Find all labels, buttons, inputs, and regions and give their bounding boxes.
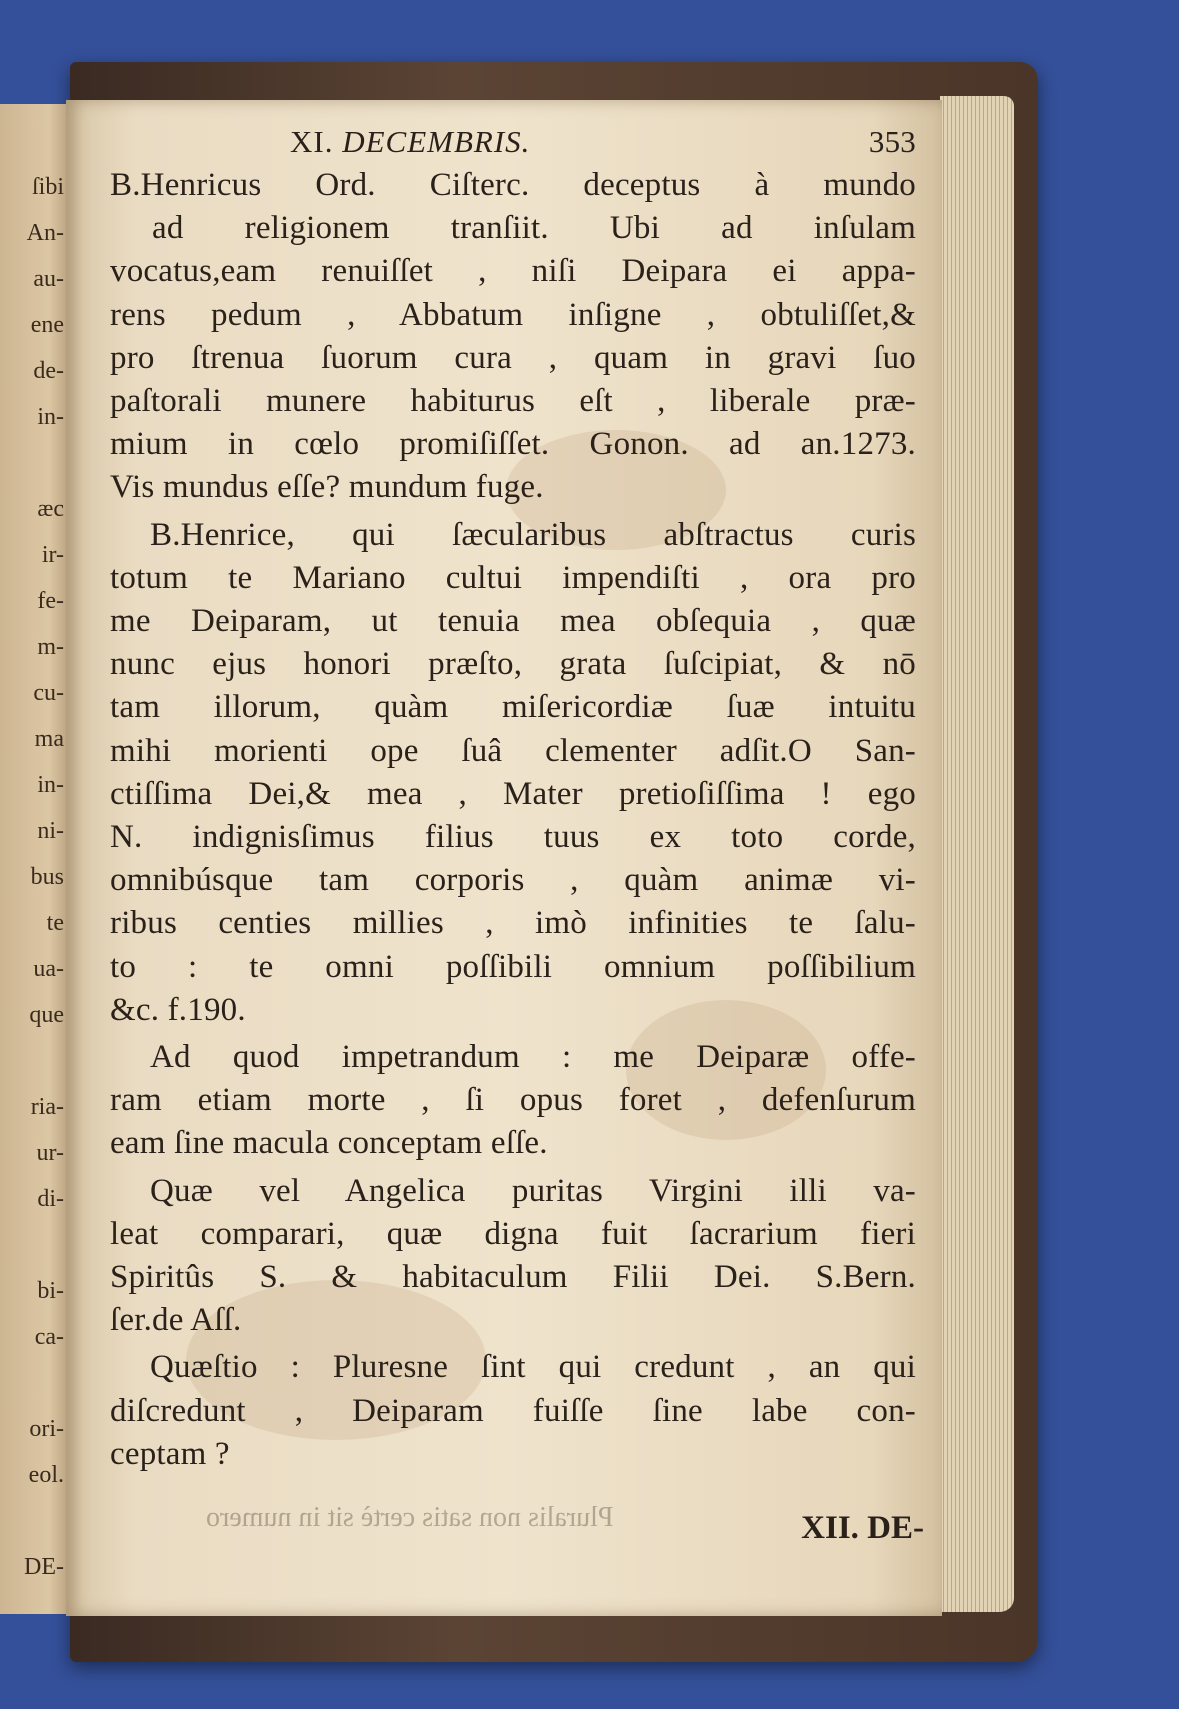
- page-number: 353: [868, 124, 916, 159]
- left-page-fragment: m-: [37, 634, 64, 660]
- page-text: [110, 120, 916, 1480]
- left-page-fragment: di-: [37, 1186, 64, 1212]
- running-head: [110, 120, 916, 164]
- left-page-fragment: [0, 1038, 70, 1084]
- left-page-fragment: ene: [30, 312, 64, 338]
- text-line: to : te omni poſſibili omnium poſſibilium: [110, 948, 916, 985]
- text-line: Quæſtio : Pluresne ſint qui credunt , an qui: [150, 1349, 916, 1386]
- text-line: me Deiparam, ut tenuia mea obſequia , quæ: [110, 603, 916, 640]
- left-page-fragment: te: [46, 910, 64, 936]
- left-page-fragment: ur-: [36, 1140, 64, 1166]
- left-page-fragment: ria-: [30, 1094, 64, 1120]
- left-page-fragment: An-: [26, 220, 64, 246]
- text-line: mium in cœlo promiſiſſet. Gonon. ad an.1273.: [110, 426, 916, 463]
- left-page-fragment: de-: [33, 358, 64, 384]
- text-line: Vis mundus eſſe? mundum fuge.: [110, 469, 544, 506]
- text-line: ceptam ?: [110, 1435, 230, 1472]
- text-line: ribus centies millies , imò infinities te ſalu-: [110, 905, 916, 942]
- left-page-fragment: æc: [37, 496, 64, 522]
- left-page-fragment: ſibi: [31, 174, 64, 200]
- text-line: Quæ vel Angelica puritas Virgini illi va-: [150, 1172, 916, 1209]
- left-page-text: [0, 164, 70, 1590]
- left-page-fragment: bus: [30, 864, 64, 890]
- text-line: vocatus,eam renuiſſet , niſi Deipara ei appa-: [110, 253, 916, 290]
- paragraph-bernard-quote: [110, 1170, 916, 1343]
- text-line: ſer.de Aſſ.: [110, 1302, 242, 1339]
- text-line: Ad quod impetrandum : me Deiparæ offe-: [150, 1039, 916, 1076]
- running-head-title: XI. DECEMBRIS.: [290, 124, 531, 159]
- left-page-fragment: ni-: [37, 818, 64, 844]
- left-page-fragment: cu-: [33, 680, 64, 706]
- text-line: N. indignisſimus filius tuus ex toto corde,: [110, 819, 916, 856]
- text-line: B.Henricus Ord. Ciſterc. deceptus à mundo: [110, 167, 916, 203]
- left-page-fragment: fe-: [37, 588, 64, 614]
- text-line: diſcredunt , Deiparam fuiſſe ſine labe con-: [110, 1392, 916, 1429]
- left-page-fragment: [0, 1498, 70, 1544]
- left-page-fragment: [0, 1222, 70, 1268]
- text-line: ad religionem tranſiit. Ubi ad inſulam: [152, 210, 916, 247]
- text-line: B.Henrice, qui ſæcularibus abſtractus curis: [150, 516, 916, 553]
- text-line: nunc ejus honori præſto, grata ſuſcipiat, & nō: [110, 646, 916, 683]
- left-page-fragment: ir-: [41, 542, 64, 568]
- left-page-fragment: que: [29, 1002, 64, 1028]
- text-line: totum te Mariano cultui impendiſti , ora pro: [110, 559, 916, 596]
- left-page-fragment: in-: [37, 404, 64, 430]
- text-line: mihi morienti ope ſuâ clementer adſit.O San-: [110, 732, 916, 769]
- left-page-fragment: [0, 440, 70, 486]
- paragraph-prayer: [110, 514, 916, 1032]
- page-edges: [940, 96, 1014, 1612]
- text-line: leat comparari, quæ digna fuit ſacrarium fieri: [110, 1215, 916, 1252]
- left-page-fragment: ua-: [33, 956, 64, 982]
- text-line: Spiritûs S. & habitaculum Filii Dei. S.Bern.: [110, 1259, 916, 1296]
- text-line: ram etiam morte , ſi opus foret , defenſurum: [110, 1082, 916, 1119]
- text-line: omnibúsque tam corporis , quàm animæ vi-: [110, 862, 916, 899]
- paragraph-resolution: [110, 1036, 916, 1166]
- text-line: eam ſine macula conceptam eſſe.: [110, 1125, 548, 1162]
- left-page-fragment: in-: [37, 772, 64, 798]
- catchword: XII. DE-: [801, 1510, 924, 1546]
- paragraph-henricus-entry: [110, 164, 916, 510]
- text-line: ctiſſima Dei,& mea , Mater pretioſiſſima ! ego: [110, 775, 916, 812]
- left-page-fragment: ori-: [29, 1416, 64, 1442]
- bleed-through-text: Pluralis non satis certè sit in numero: [206, 1502, 614, 1533]
- right-page: [66, 100, 942, 1616]
- left-page-fragment: bi-: [37, 1278, 64, 1304]
- left-page-fragment: au-: [33, 266, 64, 292]
- left-page-fragment: ca-: [34, 1324, 64, 1350]
- text-line: paſtorali munere habiturus eſt , liberale præ-: [110, 383, 916, 420]
- text-line: pro ſtrenua ſuorum cura , quam in gravi ſuo: [110, 339, 916, 376]
- paragraphs: [110, 164, 916, 1476]
- paragraph-question: [110, 1346, 916, 1476]
- text-line: rens pedum , Abbatum inſigne , obtuliſſet,&: [110, 296, 916, 333]
- left-page-fragment: [0, 1360, 70, 1406]
- left-page-fragment: ma: [34, 726, 64, 752]
- left-page-fragment: DE-: [24, 1554, 64, 1580]
- left-page-fragment: eol.: [28, 1462, 64, 1488]
- left-page: [0, 104, 70, 1614]
- text-line: tam illorum, quàm miſericordiæ ſuæ intuitu: [110, 689, 916, 726]
- text-line: &c. f.190.: [110, 991, 246, 1028]
